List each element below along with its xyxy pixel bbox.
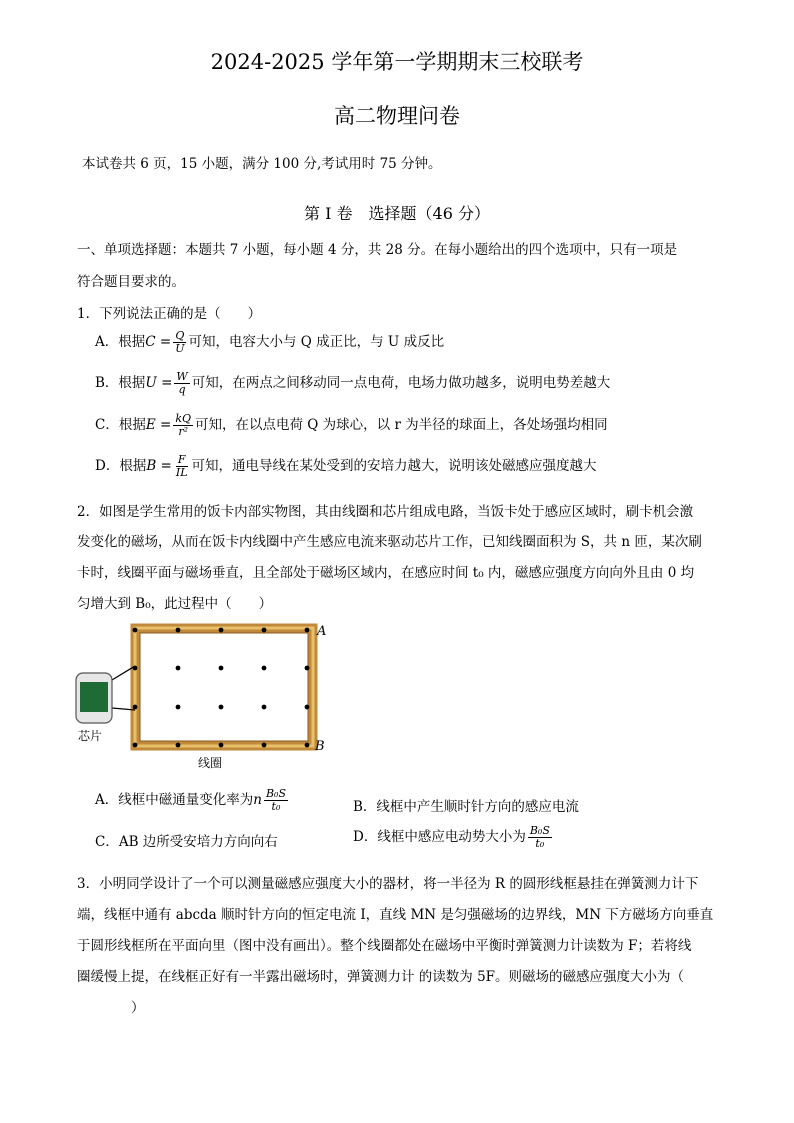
q1-d-text: 可知，通电导线在某处受到的安培力越大，说明该处磁感应强度越大	[191, 458, 597, 474]
q1-c-fraction	[173, 413, 193, 438]
q1-a-text: 可知，电容大小与 Q 成正比，与 U 成反比	[188, 334, 445, 350]
exam-subtitle: 高二物理问卷	[334, 104, 460, 128]
coil-outer-edge	[135, 628, 313, 746]
q2-a-denominator: t₀	[271, 800, 281, 813]
field-dot	[176, 666, 181, 671]
field-dot	[305, 628, 310, 633]
q3-line1: 3．小明同学设计了一个可以测量磁感应强度大小的器材，将一半径为 R 的圆形线框悬挂在弹簧测力计下	[77, 876, 699, 892]
q2-a-fraction	[264, 788, 288, 813]
q3-line2: 端，线框中通有 abcda 顺时针方向的恒定电流 I，直线 MN 是匀强磁场的边界线，MN 下方磁场方向垂直	[77, 907, 714, 923]
field-dot	[133, 666, 138, 671]
section-instructions-line2: 符合题目要求的。	[77, 274, 185, 290]
field-dot	[262, 628, 267, 633]
field-dot	[305, 666, 310, 671]
q1-c-denominator: r²	[178, 425, 188, 438]
q2-coil-figure	[70, 618, 340, 776]
q1-d-fraction	[174, 454, 190, 479]
field-dots	[133, 628, 310, 748]
q1-d-denominator: IL	[175, 466, 188, 479]
q2-option-d	[353, 825, 554, 850]
q1-a-fraction	[173, 330, 186, 355]
q1-option-a	[95, 330, 444, 355]
q2-a-numerator: B₀S	[265, 787, 286, 800]
q1-b-prefix: B．根据	[95, 375, 146, 391]
field-dot	[305, 705, 310, 710]
label-a: A	[317, 624, 327, 639]
q2-line3: 卡时，线圈平面与磁场垂直，且全部处于磁场区域内，在感应时间 t₀ 内，磁感应强度方向向外且由 0 均	[77, 565, 695, 581]
chip-label: 芯片	[78, 729, 103, 743]
section-title: 第 I 卷 选择题（46 分）	[304, 204, 490, 223]
q1-d-prefix: D．根据	[95, 458, 147, 474]
q3-line5: ）	[104, 1000, 145, 1016]
q1-option-d	[95, 454, 597, 479]
q1-option-b	[95, 371, 610, 396]
field-dot	[219, 705, 224, 710]
q1-c-lhs: E =	[145, 417, 172, 433]
chip-core	[80, 682, 108, 712]
q1-a-denominator: U	[175, 342, 185, 355]
field-dot	[305, 743, 310, 748]
q1-c-text: 可知，在以点电荷 Q 为球心，以 r 为半径的球面上，各处场强均相同	[195, 417, 608, 433]
q2-a-coef: n	[253, 792, 262, 808]
exam-intro: 本试卷共 6 页，15 小题，满分 100 分,考试用时 75 分钟。	[82, 156, 442, 172]
q1-d-lhs: B =	[146, 458, 172, 474]
field-dot	[133, 743, 138, 748]
field-dot	[176, 743, 181, 748]
q2-d-denominator: t₀	[535, 837, 545, 850]
q2-line4: 匀增大到 B₀，此过程中（ ）	[77, 596, 273, 612]
field-dot	[262, 743, 267, 748]
field-dot	[262, 666, 267, 671]
q2-option-c: C．AB 边所受安培力方向向右	[95, 834, 278, 850]
q1-c-numerator: kQ	[175, 412, 191, 425]
field-dot	[133, 628, 138, 633]
q1-stem: 1．下列说法正确的是（ ）	[77, 306, 262, 322]
q3-line3: 于圆形线框所在平面向里（图中没有画出）。整个线圈都处在磁场中平衡时弹簧测力计读数为 F；若将线	[77, 938, 692, 954]
q1-a-numerator: Q	[175, 329, 185, 342]
q2-d-numerator: B₀S	[529, 824, 550, 837]
section-instructions-line1: 一、单项选择题：本题共 7 小题，每小题 4 分，共 28 分。在每小题给出的四个选项中，只有一项是	[77, 242, 678, 258]
field-dot	[219, 628, 224, 633]
q1-d-numerator: F	[177, 453, 186, 466]
coil-highlight	[135, 628, 313, 746]
q2-a-prefix: A．线框中磁通量变化率为	[95, 792, 254, 808]
q1-c-prefix: C．根据	[95, 417, 146, 433]
coil-outer-winding	[135, 628, 313, 746]
q1-a-prefix: A．根据	[95, 334, 146, 350]
q3-line4: 圈缓慢上提，在线框正好有一半露出磁场时，弹簧测力计 的读数为 5F。则磁场的磁感应强度大小为（	[77, 969, 685, 985]
q1-a-lhs: C =	[145, 334, 172, 350]
q1-b-fraction	[174, 371, 189, 396]
q1-b-lhs: U =	[145, 375, 173, 391]
q1-option-c	[95, 413, 608, 438]
field-dot	[219, 743, 224, 748]
q2-line2: 发变化的磁场，从而在饭卡内线圈中产生感应电流来驱动芯片工作，已知线圈面积为 S，共 n 匝，某次刷	[77, 534, 702, 550]
q2-option-a	[95, 788, 290, 813]
field-dot	[219, 666, 224, 671]
q1-b-denominator: q	[178, 383, 186, 396]
q2-d-prefix: D．线框中感应电动势大小为	[353, 829, 526, 845]
q2-line1: 2．如图是学生常用的饭卡内部实物图，其由线圈和芯片组成电路，当饭卡处于感应区域时，刷卡机会激	[77, 504, 694, 520]
field-dot	[176, 705, 181, 710]
coil-inner-edge	[140, 633, 308, 741]
q2-d-fraction	[528, 825, 552, 850]
field-dot	[262, 705, 267, 710]
q1-b-numerator: W	[176, 370, 188, 383]
coil-label: 线圈	[198, 756, 223, 770]
q1-b-text: 可知，在两点之间移动同一点电荷，电场力做功越多，说明电势差越大	[191, 375, 611, 391]
label-b: B	[315, 739, 325, 754]
q2-option-b: B．线框中产生顺时针方向的感应电流	[353, 799, 579, 815]
field-dot	[133, 705, 138, 710]
field-dot	[176, 628, 181, 633]
exam-title: 2024-2025 学年第一学期期末三校联考	[210, 50, 584, 74]
